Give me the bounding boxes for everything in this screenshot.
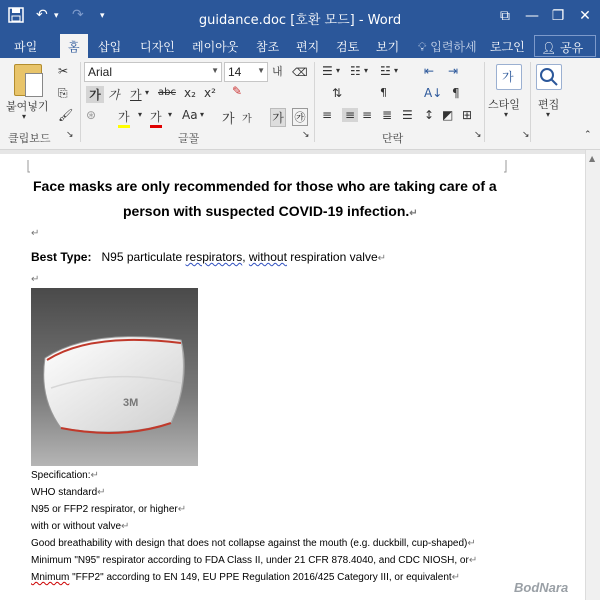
spec-line: WHO standard↵: [31, 487, 106, 498]
search-icon[interactable]: [536, 64, 562, 90]
underline-button[interactable]: 가: [130, 88, 142, 102]
redo-icon[interactable]: ↷: [72, 7, 84, 23]
font-group-label: 글꼴: [178, 132, 200, 145]
paste-button[interactable]: 붙여넣기: [6, 100, 49, 113]
cut-icon[interactable]: ✂: [58, 64, 69, 78]
distributed-icon[interactable]: ☰: [402, 108, 413, 122]
minimize-icon[interactable]: —: [525, 8, 539, 24]
mask-brand-label: 3M: [123, 397, 139, 409]
spec-line: Minimum "N95" respirator according to FDA Class II, under 21 CFR 878.4040, and CDC NIOSH, or↵: [31, 555, 478, 566]
share-button[interactable]: [534, 35, 596, 57]
numbering-icon[interactable]: ☷: [350, 64, 361, 78]
highlight-button[interactable]: 가: [118, 108, 130, 128]
subscript-button[interactable]: x₂: [184, 86, 196, 100]
show-marks-icon[interactable]: ¶: [452, 86, 460, 100]
ribbon-tabs: [0, 34, 600, 58]
shrink-font-button[interactable]: 가: [242, 114, 252, 125]
best-type-respirators: respirators: [185, 250, 243, 264]
spec-line-text: Good breathability with design that does not collapse against the mouth (e.g. duckbill, cup-shaped): [31, 538, 468, 549]
case-dropdown-icon[interactable]: ▾: [200, 110, 205, 119]
font-launcher-icon[interactable]: ↘: [302, 130, 310, 140]
scroll-up-icon[interactable]: ▲: [589, 154, 596, 163]
watermark: BodNara: [514, 580, 569, 595]
align-left-icon[interactable]: ≡: [322, 108, 333, 122]
grow-font-button[interactable]: 가: [222, 112, 235, 127]
spec-line-text: N95 or FFP2 respirator, or higher: [31, 504, 178, 515]
tab-review[interactable]: 검토: [336, 40, 360, 54]
bullets-icon[interactable]: ☰: [322, 64, 333, 78]
numbering-dropdown-icon[interactable]: ▾: [364, 66, 369, 75]
font-size-box[interactable]: [224, 62, 268, 82]
multilevel-dropdown-icon[interactable]: ▾: [394, 66, 399, 75]
format-painter-icon[interactable]: 🖌︎: [58, 108, 74, 122]
tab-home[interactable]: 홈: [60, 34, 88, 58]
person-icon: 👤︎: [541, 41, 557, 55]
heading-line-1: Face masks are only recommended for those who are taking care of a: [33, 178, 497, 194]
spec-line-text: with or without valve: [31, 521, 122, 532]
clear-formatting-icon[interactable]: ⌫: [292, 66, 308, 79]
vertical-scrollbar[interactable]: [585, 150, 600, 600]
styles-icon[interactable]: [496, 64, 522, 90]
spec-line: with or without valve↵: [31, 521, 130, 532]
spec-line-text: Minimum "N95" respirator according to FDA Class II, under 21 CFR 878.4040, and CDC NIOSH, or: [31, 555, 469, 566]
editing-dropdown-icon[interactable]: ▾: [546, 110, 551, 119]
restore-icon[interactable]: ❐: [551, 8, 565, 24]
spec-line: N95 or FFP2 respirator, or higher↵: [31, 504, 187, 515]
empty-paragraph-2: ↵: [31, 274, 40, 285]
superscript-button[interactable]: x²: [204, 86, 216, 100]
strikethrough-button[interactable]: abc: [158, 87, 176, 98]
document-page[interactable]: [0, 154, 585, 600]
highlight-dropdown-icon[interactable]: ▾: [138, 110, 143, 119]
styles-launcher-icon[interactable]: ↘: [522, 130, 530, 140]
multilevel-list-icon[interactable]: ☳: [380, 64, 391, 78]
styles-button[interactable]: 스타일: [488, 98, 520, 111]
share-label: 공유: [560, 41, 584, 55]
text-effects-button[interactable]: ⊛: [86, 108, 97, 122]
best-type-valve: respiration valve: [286, 250, 378, 264]
tab-file[interactable]: 파일: [14, 40, 38, 54]
styles-glyph-icon: 가: [502, 70, 514, 84]
paragraph-launcher-icon[interactable]: ↘: [474, 130, 482, 140]
styles-dropdown-icon[interactable]: ▾: [504, 110, 509, 119]
paste-icon[interactable]: [14, 64, 42, 96]
spec-line-text: "FFP2" according to EN 149, EU PPE Regulation 2016/425 Category III, or equivalent: [72, 572, 452, 583]
tab-view[interactable]: 보기: [376, 40, 400, 54]
best-type-text: N95 particulate: [101, 250, 186, 264]
tab-insert[interactable]: 삽입: [98, 40, 122, 54]
line-spacing-icon[interactable]: ↕: [424, 108, 435, 122]
tab-mailings[interactable]: 편지: [296, 40, 320, 54]
underline-dropdown-icon[interactable]: ▾: [145, 88, 150, 97]
sort-icon[interactable]: ⇅: [332, 86, 343, 100]
text-effects-icon[interactable]: ✎: [232, 84, 243, 98]
paragraph-group-label: 단락: [382, 132, 404, 145]
spec-line-text: Specification:: [31, 470, 91, 481]
font-name-box[interactable]: [84, 62, 222, 82]
ribbon: [0, 58, 600, 150]
ribbon-display-options-icon[interactable]: ⧉: [500, 8, 510, 24]
best-type-label: Best Type:: [31, 250, 92, 264]
character-shading-button[interactable]: 가: [270, 108, 286, 127]
clipboard-group-label: 클립보드: [8, 132, 51, 145]
asian-layout-icon[interactable]: ¶: [380, 86, 387, 99]
undo-icon[interactable]: ↶: [36, 7, 48, 23]
chevron-down-icon: ▼: [211, 66, 219, 75]
title-bar: [0, 0, 600, 34]
tell-me-box[interactable]: [418, 38, 477, 55]
collapse-ribbon-icon[interactable]: ⌃: [584, 130, 592, 140]
spec-line: Mnimum "FFP2" according to EN 149, EU PPE Regulation 2016/425 Category III, or equivalent↵: [31, 572, 461, 583]
italic-button[interactable]: 가: [108, 88, 120, 102]
chevron-down-icon: ▼: [257, 66, 265, 75]
spec-line: Specification:↵: [31, 470, 99, 481]
decrease-indent-icon[interactable]: ⇤: [424, 64, 435, 78]
margin-corner-left: [16, 160, 30, 174]
tab-design[interactable]: 디자인: [140, 40, 175, 54]
enclose-characters-button[interactable]: ㉮: [292, 108, 308, 126]
best-type-comma: ,: [242, 250, 249, 264]
best-type-without: without: [248, 250, 287, 264]
align-center-icon[interactable]: ≡: [342, 108, 358, 122]
shading-icon[interactable]: ◩: [442, 108, 454, 122]
best-type-line: Best Type: N95 particulate respirators, without respiration valve↵: [31, 250, 387, 264]
font-color-button[interactable]: 가: [150, 108, 162, 128]
spec-line: Good breathability with design that does not collapse against the mouth (e.g. duckbill, cup-shaped)↵: [31, 538, 476, 549]
empty-paragraph: ↵: [31, 228, 40, 239]
clipboard-launcher-icon[interactable]: ↘: [66, 130, 74, 140]
heading-line-2-text: person with suspected COVID-19 infection.: [123, 203, 410, 219]
bold-button[interactable]: 가: [86, 86, 104, 103]
paste-dropdown-icon[interactable]: ▾: [22, 112, 27, 121]
borders-icon[interactable]: ⊞: [462, 108, 473, 122]
document-area: [0, 150, 600, 600]
lightbulb-icon: 💡︎: [418, 40, 427, 54]
window-title: guidance.doc [호환 모드] - Word: [198, 13, 402, 28]
tab-layout[interactable]: 레이아웃: [192, 40, 239, 54]
heading-line-2: person with suspected COVID-19 infection.↵: [123, 203, 418, 219]
increase-indent-icon[interactable]: ⇥: [448, 64, 459, 78]
margin-corner-right: [504, 160, 518, 174]
copy-icon[interactable]: ⎘: [58, 86, 68, 100]
tell-me-text: 입력하세: [430, 40, 477, 54]
font-name-value: Arial: [88, 65, 113, 79]
change-case-icon[interactable]: 내: [272, 65, 283, 78]
undo-dropdown-icon[interactable]: ▾: [54, 11, 59, 21]
login-button[interactable]: 로그인: [490, 40, 525, 54]
change-case-button[interactable]: Aa: [182, 108, 198, 122]
font-color-dropdown-icon[interactable]: ▾: [168, 110, 173, 119]
editing-button[interactable]: 편집: [538, 98, 560, 111]
n95-mask-image: [31, 288, 198, 466]
justify-icon[interactable]: ≣: [382, 108, 393, 122]
customize-quick-access-icon[interactable]: ▾: [100, 11, 105, 21]
close-icon[interactable]: ✕: [579, 8, 591, 24]
spec-misspelled-word: Mnimum: [31, 572, 70, 583]
tab-references[interactable]: 참조: [256, 40, 280, 54]
sort-ascending-icon[interactable]: A↓: [424, 86, 443, 100]
bullets-dropdown-icon[interactable]: ▾: [336, 66, 341, 75]
spec-line-text: WHO standard: [31, 487, 98, 498]
align-right-icon[interactable]: ≡: [362, 108, 373, 122]
font-size-value: 14: [228, 65, 242, 79]
